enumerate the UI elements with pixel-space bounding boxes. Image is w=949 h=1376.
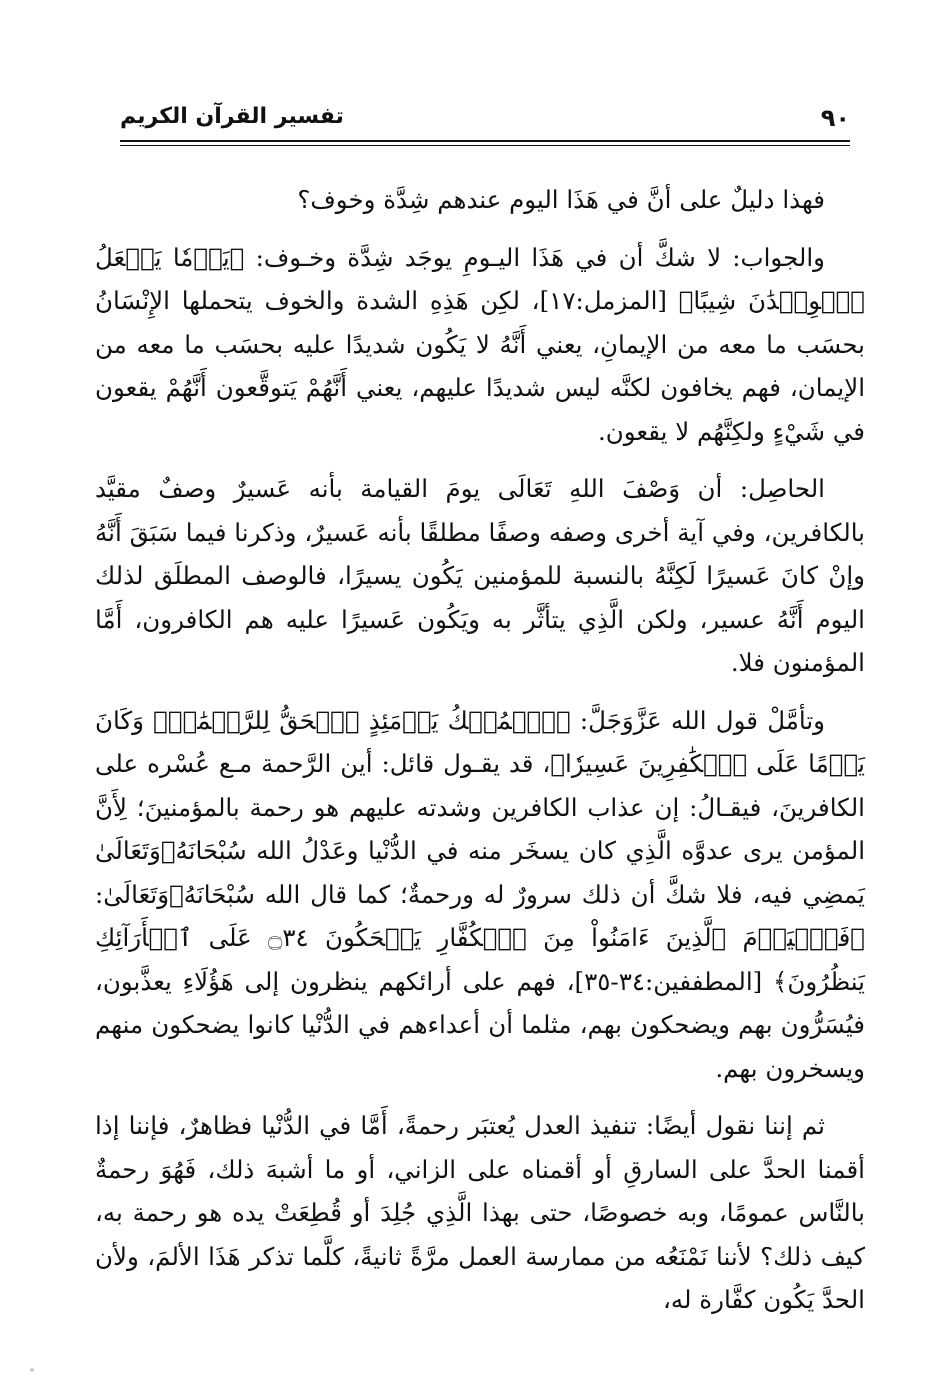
paragraph: ثم إننا نقول أيضًا: تنفيذ العدل يُعتبَر رحمةً، أَمَّا في الدُّنْيا فظاهرٌ، فإننا إذا أقمنا الحدَّ على السارقِ أو أقمناه على الزاني، أو ما أشبهَ ذلك، فَهُوَ رحمةٌ بالنَّاس عمومًا، وبه خصوصًا، حتى بهذا الَّذِي جُلِدَ أو قُطِعَتْ يده هو رحمة به، كيف ذلك؟ لأننا نَمْنَعُه من ممارسة العمل مرَّةً ثانيةً، كلَّما تذكر هَذَا الألمَ، ولأن الحدَّ يَكُون كفَّارة له، [95, 1111, 865, 1314]
paragraph: فهذا دليلٌ على أنَّ في هَذَا اليوم عندهم شِدَّة وخوف؟ [297, 185, 825, 214]
header-rule-thin [120, 145, 850, 146]
scan-speck [30, 1368, 34, 1372]
book-title: تفسير القرآن الكريم [120, 104, 344, 129]
page-body [95, 178, 865, 1336]
page-number: ٩٠ [820, 104, 850, 132]
paragraph: وتأمَّلْ قول الله عَزَّوَجَلَّ: ﴿ٱلۡمُلۡكُ يَوۡمَئِذٍ ٱلۡحَقُّ لِلرَّحۡمَٰنِۚ وَكَانَ يَوۡمًا عَلَى ٱلۡكَٰفِرِينَ عَسِيرٗا﴾، قد يقـول قائل: أين الرَّحمة مـع عُسْره على الكافرينَ، فيقـالُ: إن عذاب الكافرين وشدته عليهم هو رحمة بالمؤمنينَ؛ لِأَنَّ المؤمن يرى عدوَّه الَّذِي كان يسخَر منه في الدُّنْيا وعَدْلُ الله سُبْحَانَهُۥوَتَعَالَىٰ يَمضِي فيه، فلا شكَّ أن ذلك سرورٌ له ورحمةٌ؛ كما قال الله سُبْحَانَهُۥوَتَعَالَىٰ: ﴿فَٱلۡيَوۡمَ ٱلَّذِينَ ءَامَنُواْ مِنَ ٱلۡكُفَّارِ يَضۡحَكُونَ ۝٣٤ عَلَى ٱلۡأَرَآئِكِ يَنظُرُونَ﴾ [المطففين:٣٤-٣٥]، فهم على أرائكهم ينظرون إلى هَؤُلَاءِ يعذَّبون، فيُسَرُّون بهم ويضحكون بهم، مثلما أن أعداءهم في الدُّنْيا كانوا يضحكون منهم ويسخرون بهم. [95, 705, 866, 1083]
paragraph: الحاصِل: أن وَصْفَ اللهِ تَعَالَى يومَ القيامة بأنه عَسيرٌ وصفٌ مقيَّد بالكافرين، وفي آية أخرى وصفه وصفًا مطلقًا بأنه عَسيرٌ، وذكرنا فيما سَبَقَ أَنَّهُ وإنْ كانَ عَسيرًا لَكِنَّهُ بالنسبة للمؤمنين يَكُون يسيرًا، فالوصف المطلَق لذلك اليوم أَنَّهُ عسير، ولكن الَّذِي يتأثَّر به ويَكُون عَسيرًا عليه هم الكافرون، أَمَّا المؤمنون فلا. [95, 474, 865, 677]
running-header [120, 100, 850, 140]
header-rule [120, 140, 850, 142]
paragraph: والجواب: لا شكَّ أن في هَذَا اليـومِ يوجَد شِدَّة وخـوف: ﴿يَوۡمٗا يَجۡعَلُ ٱلۡوِلۡدَٰنَ شِيبًا﴾ [المزمل:١٧]، لكِن هَذِهِ الشدة والخوف يتحملها الإِنْسَانُ بحسَب ما معه من الإيمانِ، يعني أَنَّهُ لا يَكُون شديدًا عليه بحسَب ما معه من الإيمان، فهم يخافون لكنَّه ليس شديدًا عليهم، يعني أَنَّهُمْ يَتوقَّعون أَنَّهُمْ يقعون في شَيْءٍ ولكِنَّهُم لا يقعون. [95, 242, 865, 446]
